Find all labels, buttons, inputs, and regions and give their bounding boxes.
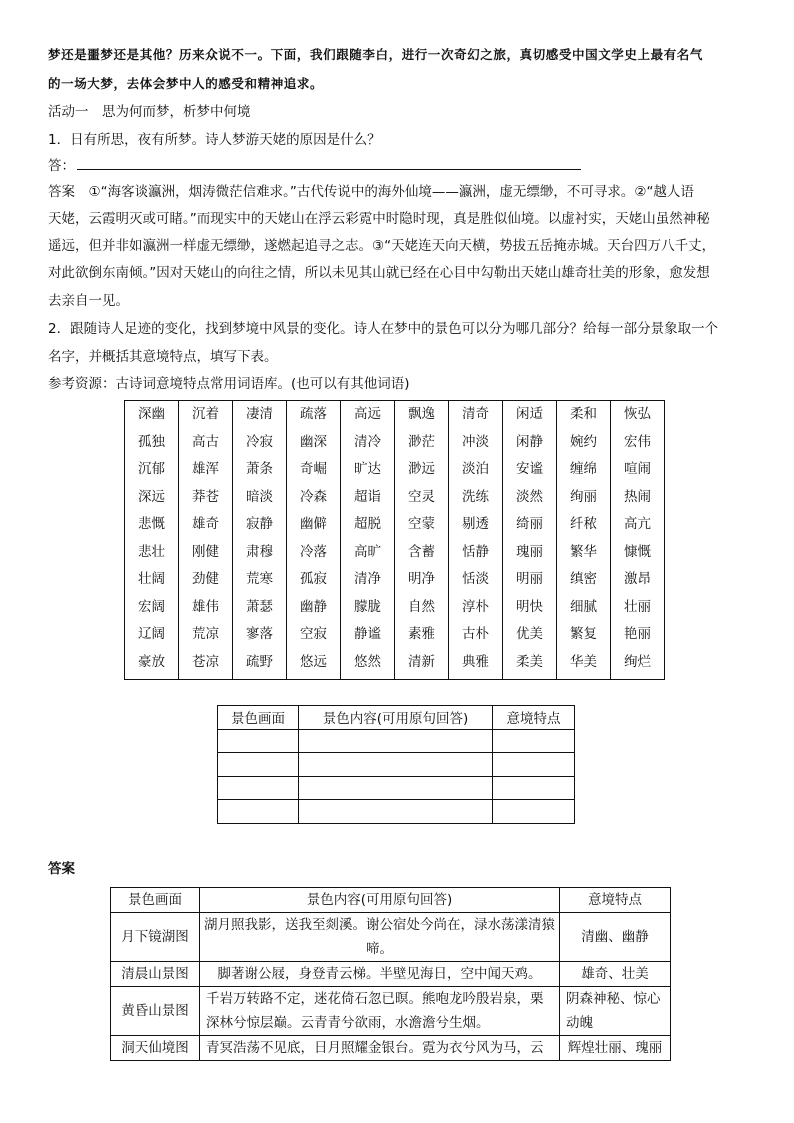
word-bank-column — [611, 401, 665, 680]
scene-content-line: 千岩万转路不定，迷花倚石忽已暝。熊咆龙吟殷岩泉，栗 — [206, 991, 544, 1007]
scene-feature-line: 辉煌壮丽、瑰丽 — [567, 1040, 663, 1056]
scene-feature-line: 雄奇、壮美 — [581, 966, 649, 982]
word-bank-term: 辽阔 — [138, 626, 165, 642]
word-bank-term: 恬静 — [462, 543, 489, 560]
answer-header-scene: 景色画面 — [111, 888, 200, 913]
word-bank-term: 深远 — [138, 488, 165, 505]
word-bank-term: 高古 — [192, 433, 219, 450]
word-bank-term: 悠然 — [354, 653, 381, 670]
word-bank-term: 奇崛 — [300, 461, 327, 477]
scene-feature — [560, 913, 671, 962]
word-bank-term: 疏野 — [246, 653, 273, 670]
word-bank-term: 朦胧 — [354, 598, 381, 615]
word-bank-term: 旷达 — [354, 461, 381, 477]
fill-in-header-row — [218, 706, 575, 730]
word-bank-term: 超脱 — [354, 516, 381, 532]
word-bank-term: 刚健 — [192, 543, 219, 560]
word-bank-term: 超诣 — [354, 488, 381, 505]
word-bank-term: 萧条 — [246, 461, 273, 477]
word-bank-term: 肃穆 — [246, 543, 273, 560]
word-bank-term: 缠绵 — [570, 461, 597, 477]
word-bank-term: 剔透 — [462, 516, 489, 532]
resource-note: 参考资源：古诗词意境特点常用词语库。(也可以有其他词语) — [48, 376, 410, 392]
fill-in-cell[interactable] — [493, 800, 575, 824]
word-bank-term: 荒寒 — [246, 571, 273, 587]
scene-feature — [560, 962, 671, 987]
word-bank-term: 瑰丽 — [516, 543, 543, 560]
word-bank-term: 喧闹 — [624, 461, 651, 477]
word-bank-term: 幽深 — [300, 433, 327, 450]
word-bank-term: 空寂 — [300, 626, 327, 642]
scene-name: 清晨山景图 — [111, 962, 200, 987]
word-bank-term: 幽僻 — [300, 516, 327, 532]
word-bank-term: 壮阔 — [138, 571, 165, 587]
word-bank-row — [125, 401, 665, 680]
word-bank-term: 含蓄 — [408, 543, 435, 560]
word-bank-term: 冷寂 — [246, 433, 273, 450]
word-bank-term: 冷森 — [300, 488, 327, 505]
word-bank-term: 自然 — [408, 598, 435, 615]
fill-in-cell[interactable] — [299, 776, 493, 800]
scene-content-line: 深林兮惊层巅。云青青兮欲雨，水澹澹兮生烟。 — [206, 1015, 490, 1031]
word-bank-term: 闲静 — [516, 433, 543, 450]
q1-answer-line-3: 遥远，但并非如瀛洲一样虚无缥缈，遂燃起追寻之志。③“天姥连天向天横，势拔五岳掩赤城。天台四万八千丈， — [48, 238, 716, 254]
word-bank-term: 绚丽 — [570, 488, 597, 505]
answer-row — [111, 962, 671, 987]
word-bank-column — [287, 401, 341, 680]
word-bank-term: 优美 — [516, 626, 543, 642]
scene-content-line: 青冥浩荡不见底，日月照耀金银台。霓为衣兮风为马，云 — [206, 1040, 544, 1056]
word-bank-term: 绮丽 — [516, 516, 543, 532]
word-bank-term: 古朴 — [462, 626, 489, 642]
word-bank-term: 素雅 — [408, 626, 435, 642]
q1-answer-line-1: 答案 ①“海客谈瀛洲，烟涛微茫信难求。”古代传说中的海外仙境——瀛洲，虚无缥缈，不可寻求。②“越人语 — [48, 184, 694, 200]
fill-in-cell[interactable] — [218, 729, 299, 753]
word-bank-term: 沉着 — [192, 406, 219, 422]
word-bank-column — [179, 401, 233, 680]
word-bank-term: 高旷 — [354, 543, 381, 560]
scene-content — [200, 913, 560, 962]
word-bank-term: 凄清 — [246, 406, 273, 422]
scene-feature-line: 动魄 — [566, 1015, 593, 1031]
word-bank-term: 绚烂 — [624, 653, 651, 670]
word-bank-term: 渺茫 — [408, 433, 435, 450]
scene-content — [200, 987, 560, 1036]
answer-label: 答案 — [48, 861, 75, 877]
word-bank-term: 纤秾 — [570, 516, 597, 532]
fill-in-cell[interactable] — [493, 776, 575, 800]
activity-title: 活动一 思为何而梦，析梦中何境 — [48, 104, 251, 120]
scene-feature-line: 阴森神秘、惊心 — [566, 991, 661, 1007]
scene-content — [200, 962, 560, 987]
word-bank-term: 宏伟 — [624, 433, 651, 450]
question-2-line-1: 2．跟随诗人足迹的变化，找到梦境中风景的变化。诗人在梦中的景色可以分为哪几部分？给每一部分景象取一个 — [48, 321, 719, 337]
fill-in-cell[interactable] — [299, 800, 493, 824]
word-bank-term: 繁华 — [570, 543, 597, 560]
question-2-line-2: 名字，并概括其意境特点，填写下表。 — [48, 349, 278, 365]
fill-in-row — [218, 800, 575, 824]
word-bank-term: 典雅 — [462, 653, 489, 670]
word-bank-term: 婉约 — [570, 433, 597, 450]
word-bank-term: 恬淡 — [462, 571, 489, 587]
scene-name: 月下镜湖图 — [111, 913, 200, 962]
word-bank-term: 清净 — [354, 571, 381, 587]
word-bank-term: 荒凉 — [192, 626, 219, 642]
fill-in-table — [217, 705, 575, 824]
scene-feature — [560, 987, 671, 1036]
word-bank-term: 冲淡 — [462, 433, 489, 450]
fill-in-cell[interactable] — [299, 729, 493, 753]
word-bank-term: 清新 — [408, 653, 435, 670]
word-bank-term: 悠远 — [300, 653, 327, 670]
word-bank-term: 激昂 — [624, 571, 651, 587]
word-bank-term: 雄浑 — [192, 461, 219, 477]
scene-content-line: 湖月照我影，送我至剡溪。谢公宿处今尚在，渌水荡漾清猿啼。 — [204, 917, 555, 957]
fill-in-cell[interactable] — [218, 800, 299, 824]
word-bank-term: 明净 — [408, 571, 435, 587]
word-bank-column — [449, 401, 503, 680]
answer-blank-line — [48, 157, 581, 175]
word-bank-term: 壮丽 — [624, 598, 651, 615]
scene-content-line: 脚著谢公屐，身登青云梯。半壁见海日，空中闻天鸡。 — [217, 966, 542, 982]
fill-in-row — [218, 753, 575, 777]
answer-header-row — [111, 888, 671, 913]
word-bank-term: 淡泊 — [462, 461, 489, 477]
word-bank-column — [125, 401, 179, 680]
word-bank-term: 寥落 — [246, 626, 273, 642]
word-bank-term: 冷落 — [300, 543, 327, 560]
answer-row — [111, 1036, 671, 1061]
word-bank-term: 艳丽 — [624, 626, 651, 642]
word-bank-term: 飘逸 — [408, 406, 435, 422]
word-bank-term: 孤独 — [138, 433, 165, 450]
word-bank-column — [395, 401, 449, 680]
fill-in-cell[interactable] — [493, 753, 575, 777]
word-bank-term: 劲健 — [192, 571, 219, 587]
word-bank-term: 繁复 — [570, 626, 597, 642]
word-bank-column — [503, 401, 557, 680]
fill-in-cell[interactable] — [218, 776, 299, 800]
word-bank-term: 暗淡 — [246, 488, 273, 505]
word-bank-term: 明丽 — [516, 571, 543, 587]
word-bank-term: 华美 — [570, 653, 597, 670]
word-bank-term: 柔和 — [570, 406, 597, 422]
intro-line-2: 的一场大梦，去体会梦中人的感受和精神追求。 — [48, 76, 324, 91]
word-bank-term: 豪放 — [138, 653, 165, 670]
word-bank-term: 静谧 — [354, 626, 381, 642]
word-bank-term: 淡然 — [516, 488, 543, 505]
answer-prompt: 答： — [48, 158, 75, 174]
word-bank-term: 缜密 — [570, 571, 597, 587]
word-bank-term: 慷慨 — [624, 543, 651, 560]
intro-line-1: 梦还是噩梦还是其他？历来众说不一。下面，我们跟随李白，进行一次奇幻之旅，真切感受中国文学史上最有名气 — [48, 47, 704, 62]
fill-in-row — [218, 776, 575, 800]
word-bank-term: 空蒙 — [408, 516, 435, 532]
word-bank-term: 渺远 — [408, 461, 435, 477]
answer-header-feature: 意境特点 — [560, 888, 671, 913]
word-bank-term: 安谧 — [516, 461, 543, 477]
word-bank-column — [233, 401, 287, 680]
word-bank-term: 沉郁 — [138, 461, 165, 477]
fill-in-cell[interactable] — [493, 729, 575, 753]
word-bank-term: 寂静 — [246, 516, 273, 532]
word-bank-term: 清奇 — [462, 406, 489, 422]
answer-header-content: 景色内容(可用原句回答) — [200, 888, 560, 913]
fill-in-row — [218, 729, 575, 753]
word-bank-term: 恢弘 — [624, 406, 651, 422]
scene-feature-line: 清幽、幽静 — [581, 929, 649, 945]
question-1: 1．日有所思，夜有所梦。诗人梦游天姥的原因是什么？ — [48, 132, 381, 148]
word-bank-term: 苍凉 — [192, 653, 219, 670]
word-bank-term: 幽静 — [300, 598, 327, 615]
word-bank-term: 清冷 — [354, 433, 381, 450]
scene-feature — [560, 1036, 671, 1061]
word-bank-table — [124, 400, 665, 680]
word-bank-term: 高亢 — [624, 516, 651, 532]
word-bank-term: 空灵 — [408, 488, 435, 505]
q1-answer-line-5: 去亲自一见。 — [48, 293, 129, 309]
fill-in-header-feature: 意境特点 — [493, 706, 575, 730]
word-bank-term: 淳朴 — [462, 598, 489, 615]
word-bank-term: 悲慨 — [138, 516, 165, 532]
word-bank-term: 柔美 — [516, 653, 543, 670]
scene-name: 黄昏山景图 — [111, 987, 200, 1036]
word-bank-term: 闲适 — [516, 406, 543, 422]
word-bank-term: 宏阔 — [138, 598, 165, 615]
word-bank-term: 明快 — [516, 598, 543, 615]
word-bank-column — [341, 401, 395, 680]
word-bank-term: 疏落 — [300, 406, 327, 422]
q1-answer-line-2: 天姥，云霞明灭或可睹。”而现实中的天姥山在浮云彩霓中时隐时现，真是胜似仙境。以虚衬实，天姥山虽然神秘 — [48, 211, 710, 227]
word-bank-term: 雄伟 — [192, 598, 219, 615]
fill-in-cell[interactable] — [218, 753, 299, 777]
fill-in-cell[interactable] — [299, 753, 493, 777]
word-bank-term: 雄奇 — [192, 516, 219, 532]
answer-row — [111, 987, 671, 1036]
scene-name: 洞天仙境图 — [111, 1036, 200, 1061]
word-bank-term: 高远 — [354, 406, 381, 422]
word-bank-term: 热闹 — [624, 488, 651, 505]
word-bank-term: 莽苍 — [192, 488, 219, 505]
word-bank-term: 孤寂 — [300, 571, 327, 587]
scene-content — [200, 1036, 560, 1061]
word-bank-term: 洗练 — [462, 488, 489, 505]
fill-in-header-scene: 景色画面 — [218, 706, 299, 730]
word-bank-term: 悲壮 — [138, 543, 165, 560]
q1-answer-line-4: 对此欲倒东南倾。”因对天姥山的向往之情，所以未见其山就已经在心目中勾勒出天姥山雄奇壮美的形象，愈发想 — [48, 265, 710, 281]
word-bank-term: 细腻 — [570, 598, 597, 615]
answer-table — [110, 887, 671, 1061]
answer-input-line — [77, 157, 581, 170]
word-bank-term: 深幽 — [138, 406, 165, 422]
word-bank-column — [557, 401, 611, 680]
word-bank-term: 萧瑟 — [246, 598, 273, 615]
answer-row — [111, 913, 671, 962]
fill-in-header-content: 景色内容(可用原句回答) — [299, 706, 493, 730]
